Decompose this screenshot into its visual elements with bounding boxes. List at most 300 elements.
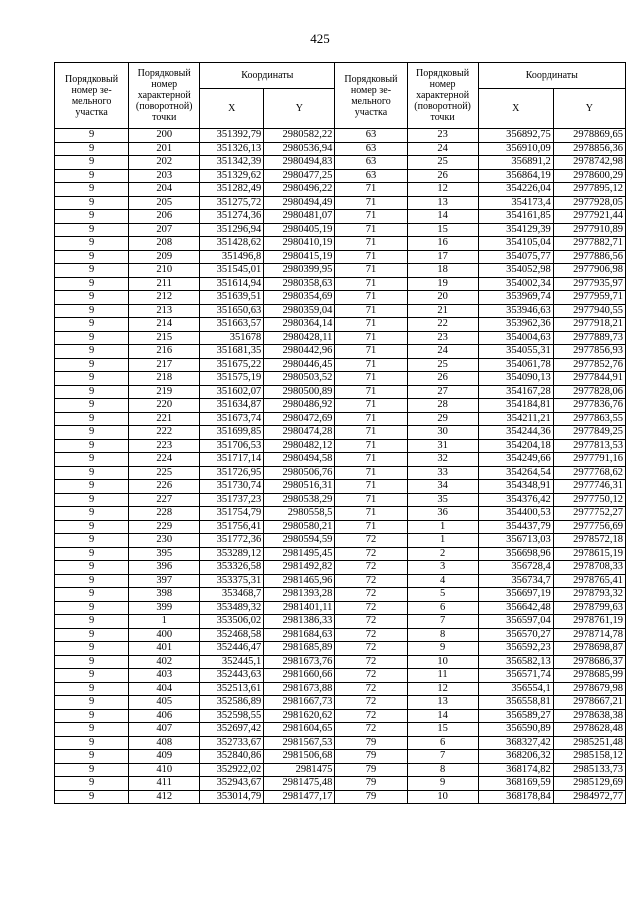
cell-parcel-number-left: 9 xyxy=(55,196,129,210)
cell-parcel-number-right: 72 xyxy=(335,574,407,588)
cell-parcel-number-left: 9 xyxy=(55,628,129,642)
header-x-right: X xyxy=(478,89,553,129)
cell-parcel-number-right: 71 xyxy=(335,520,407,534)
cell-y-coordinate-right: 2977852,76 xyxy=(553,358,625,372)
cell-x-coordinate-left: 351274,36 xyxy=(200,210,264,224)
cell-parcel-number-left: 9 xyxy=(55,223,129,237)
table-row xyxy=(55,385,626,399)
cell-y-coordinate-right: 2977935,97 xyxy=(553,277,625,291)
cell-point-number-right: 14 xyxy=(407,210,478,224)
cell-x-coordinate-left: 351663,57 xyxy=(200,318,264,332)
cell-point-number-right: 27 xyxy=(407,385,478,399)
table-row xyxy=(55,345,626,359)
cell-x-coordinate-right: 354226,04 xyxy=(478,183,553,197)
table-row xyxy=(55,507,626,521)
table-row xyxy=(55,669,626,683)
cell-point-number-right: 20 xyxy=(407,291,478,305)
cell-y-coordinate-left: 2981667,73 xyxy=(264,696,335,710)
cell-x-coordinate-right: 354167,28 xyxy=(478,385,553,399)
table-row xyxy=(55,588,626,602)
table-row xyxy=(55,156,626,170)
cell-parcel-number-left: 9 xyxy=(55,426,129,440)
cell-point-number-left: 225 xyxy=(129,466,200,480)
cell-x-coordinate-right: 356698,96 xyxy=(478,547,553,561)
cell-parcel-number-left: 9 xyxy=(55,588,129,602)
cell-parcel-number-right: 71 xyxy=(335,345,407,359)
cell-parcel-number-right: 71 xyxy=(335,385,407,399)
cell-point-number-left: 403 xyxy=(129,669,200,683)
cell-y-coordinate-right: 2978572,18 xyxy=(553,534,625,548)
cell-point-number-right: 34 xyxy=(407,480,478,494)
table-row xyxy=(55,547,626,561)
cell-x-coordinate-left: 351614,94 xyxy=(200,277,264,291)
cell-x-coordinate-left: 351282,49 xyxy=(200,183,264,197)
cell-point-number-left: 214 xyxy=(129,318,200,332)
cell-point-number-left: 226 xyxy=(129,480,200,494)
cell-point-number-left: 412 xyxy=(129,790,200,804)
cell-x-coordinate-left: 352586,89 xyxy=(200,696,264,710)
table-row xyxy=(55,358,626,372)
cell-parcel-number-right: 63 xyxy=(335,156,407,170)
cell-point-number-left: 395 xyxy=(129,547,200,561)
cell-point-number-right: 5 xyxy=(407,588,478,602)
cell-y-coordinate-left: 2981604,65 xyxy=(264,723,335,737)
cell-point-number-right: 13 xyxy=(407,696,478,710)
cell-point-number-left: 200 xyxy=(129,129,200,143)
cell-parcel-number-right: 71 xyxy=(335,237,407,251)
cell-point-number-right: 30 xyxy=(407,426,478,440)
cell-point-number-right: 18 xyxy=(407,264,478,278)
cell-point-number-left: 211 xyxy=(129,277,200,291)
table-row xyxy=(55,601,626,615)
cell-y-coordinate-right: 2978799,63 xyxy=(553,601,625,615)
table-row xyxy=(55,399,626,413)
cell-y-coordinate-right: 2977910,89 xyxy=(553,223,625,237)
cell-y-coordinate-left: 2981401,11 xyxy=(264,601,335,615)
cell-x-coordinate-left: 353289,12 xyxy=(200,547,264,561)
cell-parcel-number-left: 9 xyxy=(55,534,129,548)
cell-x-coordinate-right: 368174,82 xyxy=(478,763,553,777)
cell-point-number-right: 11 xyxy=(407,669,478,683)
cell-parcel-number-right: 71 xyxy=(335,196,407,210)
cell-x-coordinate-right: 356892,75 xyxy=(478,129,553,143)
cell-x-coordinate-right: 354244,36 xyxy=(478,426,553,440)
cell-point-number-left: 216 xyxy=(129,345,200,359)
cell-x-coordinate-left: 351428,62 xyxy=(200,237,264,251)
cell-point-number-right: 10 xyxy=(407,655,478,669)
cell-parcel-number-right: 71 xyxy=(335,331,407,345)
cell-parcel-number-right: 71 xyxy=(335,399,407,413)
header-parcel-number-left: Порядковый номер зе-мельного участка xyxy=(55,63,129,129)
table-row xyxy=(55,264,626,278)
cell-y-coordinate-left: 2981492,82 xyxy=(264,561,335,575)
cell-parcel-number-left: 9 xyxy=(55,318,129,332)
cell-x-coordinate-left: 351296,94 xyxy=(200,223,264,237)
table-row xyxy=(55,183,626,197)
cell-x-coordinate-right: 356571,74 xyxy=(478,669,553,683)
cell-parcel-number-right: 79 xyxy=(335,790,407,804)
cell-parcel-number-right: 72 xyxy=(335,682,407,696)
cell-point-number-left: 230 xyxy=(129,534,200,548)
cell-parcel-number-right: 71 xyxy=(335,439,407,453)
cell-parcel-number-left: 9 xyxy=(55,264,129,278)
cell-point-number-right: 36 xyxy=(407,507,478,521)
cell-parcel-number-right: 72 xyxy=(335,655,407,669)
cell-parcel-number-right: 79 xyxy=(335,777,407,791)
cell-parcel-number-left: 9 xyxy=(55,412,129,426)
cell-x-coordinate-left: 351392,79 xyxy=(200,129,264,143)
header-point-number-right: Порядковый номер характерной (поворотной) точки xyxy=(407,63,478,129)
cell-point-number-right: 26 xyxy=(407,169,478,183)
cell-parcel-number-right: 71 xyxy=(335,372,407,386)
table-row xyxy=(55,196,626,210)
cell-parcel-number-left: 9 xyxy=(55,642,129,656)
cell-y-coordinate-right: 2977844,91 xyxy=(553,372,625,386)
cell-point-number-left: 223 xyxy=(129,439,200,453)
cell-parcel-number-left: 9 xyxy=(55,601,129,615)
table-row xyxy=(55,210,626,224)
cell-y-coordinate-right: 2978615,19 xyxy=(553,547,625,561)
cell-y-coordinate-right: 2978600,29 xyxy=(553,169,625,183)
cell-point-number-left: 401 xyxy=(129,642,200,656)
cell-parcel-number-right: 72 xyxy=(335,588,407,602)
cell-point-number-left: 222 xyxy=(129,426,200,440)
table-row xyxy=(55,696,626,710)
cell-x-coordinate-right: 356554,1 xyxy=(478,682,553,696)
cell-point-number-left: 219 xyxy=(129,385,200,399)
cell-point-number-left: 397 xyxy=(129,574,200,588)
cell-x-coordinate-right: 356558,81 xyxy=(478,696,553,710)
header-coordinates-right: Координаты xyxy=(478,63,625,89)
cell-y-coordinate-left: 2981660,66 xyxy=(264,669,335,683)
cell-y-coordinate-right: 2978698,87 xyxy=(553,642,625,656)
cell-y-coordinate-right: 2977895,12 xyxy=(553,183,625,197)
cell-parcel-number-left: 9 xyxy=(55,291,129,305)
cell-x-coordinate-left: 353326,58 xyxy=(200,561,264,575)
cell-x-coordinate-right: 354090,13 xyxy=(478,372,553,386)
cell-parcel-number-right: 71 xyxy=(335,412,407,426)
cell-x-coordinate-right: 356713,03 xyxy=(478,534,553,548)
cell-parcel-number-right: 71 xyxy=(335,426,407,440)
cell-x-coordinate-left: 351326,13 xyxy=(200,142,264,156)
cell-y-coordinate-left: 2980359,04 xyxy=(264,304,335,318)
table-row xyxy=(55,129,626,143)
cell-y-coordinate-left: 2980364,14 xyxy=(264,318,335,332)
table-row xyxy=(55,466,626,480)
cell-y-coordinate-right: 2985129,69 xyxy=(553,777,625,791)
cell-parcel-number-right: 71 xyxy=(335,277,407,291)
cell-y-coordinate-left: 2980580,21 xyxy=(264,520,335,534)
table-row xyxy=(55,561,626,575)
table-row xyxy=(55,318,626,332)
cell-x-coordinate-right: 356697,19 xyxy=(478,588,553,602)
header-coordinates-left: Координаты xyxy=(200,63,335,89)
cell-x-coordinate-left: 352445,1 xyxy=(200,655,264,669)
cell-x-coordinate-right: 354437,79 xyxy=(478,520,553,534)
cell-point-number-right: 7 xyxy=(407,615,478,629)
cell-x-coordinate-right: 356734,7 xyxy=(478,574,553,588)
cell-parcel-number-right: 72 xyxy=(335,696,407,710)
cell-y-coordinate-right: 2978761,19 xyxy=(553,615,625,629)
cell-y-coordinate-left: 2980516,31 xyxy=(264,480,335,494)
cell-x-coordinate-right: 354376,42 xyxy=(478,493,553,507)
cell-parcel-number-left: 9 xyxy=(55,507,129,521)
table-row xyxy=(55,277,626,291)
table-row xyxy=(55,412,626,426)
cell-x-coordinate-left: 352943,67 xyxy=(200,777,264,791)
table-row xyxy=(55,480,626,494)
cell-parcel-number-left: 9 xyxy=(55,520,129,534)
page-number: 425 xyxy=(310,31,330,46)
cell-point-number-right: 21 xyxy=(407,304,478,318)
cell-y-coordinate-right: 2985158,12 xyxy=(553,750,625,764)
cell-parcel-number-right: 71 xyxy=(335,223,407,237)
table-row xyxy=(55,709,626,723)
table-row xyxy=(55,628,626,642)
table-row xyxy=(55,291,626,305)
cell-parcel-number-right: 72 xyxy=(335,561,407,575)
cell-parcel-number-right: 71 xyxy=(335,480,407,494)
cell-parcel-number-right: 72 xyxy=(335,628,407,642)
cell-x-coordinate-left: 351545,01 xyxy=(200,264,264,278)
cell-y-coordinate-right: 2977828,06 xyxy=(553,385,625,399)
cell-parcel-number-right: 71 xyxy=(335,453,407,467)
cell-x-coordinate-left: 351754,79 xyxy=(200,507,264,521)
cell-x-coordinate-right: 368327,42 xyxy=(478,736,553,750)
cell-parcel-number-left: 9 xyxy=(55,480,129,494)
cell-parcel-number-left: 9 xyxy=(55,277,129,291)
cell-x-coordinate-left: 351329,62 xyxy=(200,169,264,183)
coordinates-table xyxy=(54,62,626,804)
cell-x-coordinate-right: 353962,36 xyxy=(478,318,553,332)
cell-x-coordinate-right: 354075,77 xyxy=(478,250,553,264)
table-row xyxy=(55,682,626,696)
table-row xyxy=(55,736,626,750)
cell-x-coordinate-right: 354249,66 xyxy=(478,453,553,467)
cell-parcel-number-right: 71 xyxy=(335,250,407,264)
cell-parcel-number-left: 9 xyxy=(55,210,129,224)
cell-x-coordinate-left: 351575,19 xyxy=(200,372,264,386)
cell-point-number-left: 408 xyxy=(129,736,200,750)
cell-parcel-number-right: 71 xyxy=(335,318,407,332)
cell-point-number-right: 35 xyxy=(407,493,478,507)
cell-y-coordinate-right: 2978793,32 xyxy=(553,588,625,602)
cell-x-coordinate-right: 354052,98 xyxy=(478,264,553,278)
cell-parcel-number-left: 9 xyxy=(55,331,129,345)
cell-point-number-right: 24 xyxy=(407,142,478,156)
cell-point-number-left: 201 xyxy=(129,142,200,156)
cell-parcel-number-left: 9 xyxy=(55,237,129,251)
cell-point-number-right: 3 xyxy=(407,561,478,575)
cell-point-number-left: 215 xyxy=(129,331,200,345)
cell-x-coordinate-right: 356590,89 xyxy=(478,723,553,737)
cell-x-coordinate-left: 352733,67 xyxy=(200,736,264,750)
cell-point-number-left: 399 xyxy=(129,601,200,615)
cell-point-number-right: 23 xyxy=(407,129,478,143)
table-body xyxy=(55,129,626,804)
cell-y-coordinate-left: 2980477,25 xyxy=(264,169,335,183)
cell-x-coordinate-right: 356597,04 xyxy=(478,615,553,629)
cell-point-number-left: 221 xyxy=(129,412,200,426)
cell-x-coordinate-left: 351342,39 xyxy=(200,156,264,170)
cell-y-coordinate-left: 2980494,83 xyxy=(264,156,335,170)
cell-y-coordinate-right: 2977918,21 xyxy=(553,318,625,332)
header-parcel-number-right: Порядковый номер зе-мельного участка xyxy=(335,63,407,129)
cell-point-number-right: 4 xyxy=(407,574,478,588)
cell-y-coordinate-right: 2977921,44 xyxy=(553,210,625,224)
cell-point-number-left: 411 xyxy=(129,777,200,791)
cell-parcel-number-left: 9 xyxy=(55,385,129,399)
cell-parcel-number-right: 72 xyxy=(335,709,407,723)
cell-y-coordinate-left: 2980496,22 xyxy=(264,183,335,197)
cell-y-coordinate-left: 2980442,96 xyxy=(264,345,335,359)
cell-x-coordinate-right: 368178,84 xyxy=(478,790,553,804)
cell-parcel-number-left: 9 xyxy=(55,763,129,777)
table-row xyxy=(55,723,626,737)
cell-y-coordinate-left: 2981495,45 xyxy=(264,547,335,561)
cell-y-coordinate-right: 2978765,41 xyxy=(553,574,625,588)
cell-y-coordinate-left: 2981386,33 xyxy=(264,615,335,629)
cell-y-coordinate-left: 2981567,53 xyxy=(264,736,335,750)
cell-parcel-number-right: 72 xyxy=(335,669,407,683)
cell-y-coordinate-right: 2984972,77 xyxy=(553,790,625,804)
table-row xyxy=(55,250,626,264)
cell-parcel-number-right: 63 xyxy=(335,142,407,156)
cell-parcel-number-left: 9 xyxy=(55,466,129,480)
cell-point-number-left: 203 xyxy=(129,169,200,183)
cell-y-coordinate-left: 2980594,59 xyxy=(264,534,335,548)
cell-x-coordinate-right: 354211,21 xyxy=(478,412,553,426)
cell-point-number-left: 227 xyxy=(129,493,200,507)
cell-y-coordinate-right: 2977940,55 xyxy=(553,304,625,318)
header-x-left: X xyxy=(200,89,264,129)
cell-point-number-right: 2 xyxy=(407,547,478,561)
cell-y-coordinate-left: 2980503,52 xyxy=(264,372,335,386)
cell-parcel-number-left: 9 xyxy=(55,183,129,197)
table-row xyxy=(55,304,626,318)
cell-x-coordinate-left: 351639,51 xyxy=(200,291,264,305)
cell-parcel-number-right: 71 xyxy=(335,183,407,197)
cell-y-coordinate-right: 2978685,99 xyxy=(553,669,625,683)
cell-point-number-left: 202 xyxy=(129,156,200,170)
table-row xyxy=(55,574,626,588)
cell-point-number-right: 23 xyxy=(407,331,478,345)
cell-point-number-left: 218 xyxy=(129,372,200,386)
table-row xyxy=(55,655,626,669)
cell-x-coordinate-left: 352446,47 xyxy=(200,642,264,656)
cell-parcel-number-left: 9 xyxy=(55,493,129,507)
cell-y-coordinate-left: 2980428,11 xyxy=(264,331,335,345)
cell-y-coordinate-left: 2980582,22 xyxy=(264,129,335,143)
cell-point-number-right: 12 xyxy=(407,682,478,696)
cell-x-coordinate-left: 351681,35 xyxy=(200,345,264,359)
cell-x-coordinate-right: 356891,2 xyxy=(478,156,553,170)
cell-y-coordinate-left: 2980481,07 xyxy=(264,210,335,224)
table-row xyxy=(55,169,626,183)
cell-x-coordinate-right: 353969,74 xyxy=(478,291,553,305)
cell-x-coordinate-left: 352922,02 xyxy=(200,763,264,777)
cell-x-coordinate-right: 354348,91 xyxy=(478,480,553,494)
cell-point-number-right: 8 xyxy=(407,763,478,777)
cell-parcel-number-right: 71 xyxy=(335,291,407,305)
table-row xyxy=(55,426,626,440)
cell-x-coordinate-right: 354002,34 xyxy=(478,277,553,291)
cell-point-number-left: 406 xyxy=(129,709,200,723)
cell-parcel-number-right: 79 xyxy=(335,750,407,764)
cell-y-coordinate-left: 2981620,62 xyxy=(264,709,335,723)
cell-parcel-number-right: 71 xyxy=(335,210,407,224)
cell-y-coordinate-left: 2980500,89 xyxy=(264,385,335,399)
cell-parcel-number-right: 63 xyxy=(335,129,407,143)
table-row xyxy=(55,493,626,507)
cell-y-coordinate-right: 2977882,71 xyxy=(553,237,625,251)
cell-point-number-right: 14 xyxy=(407,709,478,723)
cell-y-coordinate-left: 2980494,58 xyxy=(264,453,335,467)
cell-x-coordinate-left: 351496,8 xyxy=(200,250,264,264)
cell-parcel-number-left: 9 xyxy=(55,358,129,372)
cell-y-coordinate-right: 2977849,25 xyxy=(553,426,625,440)
table-row xyxy=(55,777,626,791)
cell-x-coordinate-right: 354055,31 xyxy=(478,345,553,359)
cell-point-number-left: 228 xyxy=(129,507,200,521)
cell-x-coordinate-right: 354264,54 xyxy=(478,466,553,480)
cell-x-coordinate-left: 352468,58 xyxy=(200,628,264,642)
cell-x-coordinate-left: 351730,74 xyxy=(200,480,264,494)
table-row xyxy=(55,790,626,804)
cell-point-number-right: 10 xyxy=(407,790,478,804)
cell-y-coordinate-right: 2977746,31 xyxy=(553,480,625,494)
cell-point-number-left: 224 xyxy=(129,453,200,467)
cell-parcel-number-left: 9 xyxy=(55,250,129,264)
cell-parcel-number-right: 71 xyxy=(335,493,407,507)
cell-x-coordinate-left: 352513,61 xyxy=(200,682,264,696)
cell-y-coordinate-right: 2977750,12 xyxy=(553,493,625,507)
cell-point-number-right: 1 xyxy=(407,520,478,534)
cell-y-coordinate-right: 2977959,71 xyxy=(553,291,625,305)
cell-x-coordinate-left: 351756,41 xyxy=(200,520,264,534)
cell-point-number-left: 210 xyxy=(129,264,200,278)
cell-x-coordinate-right: 356728,4 xyxy=(478,561,553,575)
cell-parcel-number-left: 9 xyxy=(55,156,129,170)
cell-x-coordinate-right: 356642,48 xyxy=(478,601,553,615)
cell-parcel-number-right: 79 xyxy=(335,763,407,777)
cell-y-coordinate-right: 2978742,98 xyxy=(553,156,625,170)
cell-point-number-right: 25 xyxy=(407,156,478,170)
cell-point-number-right: 9 xyxy=(407,642,478,656)
cell-x-coordinate-left: 352443,63 xyxy=(200,669,264,683)
table-row xyxy=(55,534,626,548)
cell-y-coordinate-left: 2981465,96 xyxy=(264,574,335,588)
cell-point-number-right: 16 xyxy=(407,237,478,251)
cell-point-number-right: 8 xyxy=(407,628,478,642)
cell-point-number-right: 13 xyxy=(407,196,478,210)
cell-point-number-left: 207 xyxy=(129,223,200,237)
cell-x-coordinate-left: 351673,74 xyxy=(200,412,264,426)
cell-point-number-left: 1 xyxy=(129,615,200,629)
cell-y-coordinate-right: 2978638,38 xyxy=(553,709,625,723)
cell-point-number-left: 212 xyxy=(129,291,200,305)
cell-parcel-number-left: 9 xyxy=(55,561,129,575)
table-row xyxy=(55,750,626,764)
cell-parcel-number-right: 72 xyxy=(335,601,407,615)
cell-x-coordinate-left: 351706,53 xyxy=(200,439,264,453)
cell-y-coordinate-left: 2981393,28 xyxy=(264,588,335,602)
cell-point-number-left: 204 xyxy=(129,183,200,197)
cell-parcel-number-left: 9 xyxy=(55,723,129,737)
cell-point-number-right: 6 xyxy=(407,736,478,750)
cell-y-coordinate-right: 2978714,78 xyxy=(553,628,625,642)
cell-parcel-number-left: 9 xyxy=(55,574,129,588)
